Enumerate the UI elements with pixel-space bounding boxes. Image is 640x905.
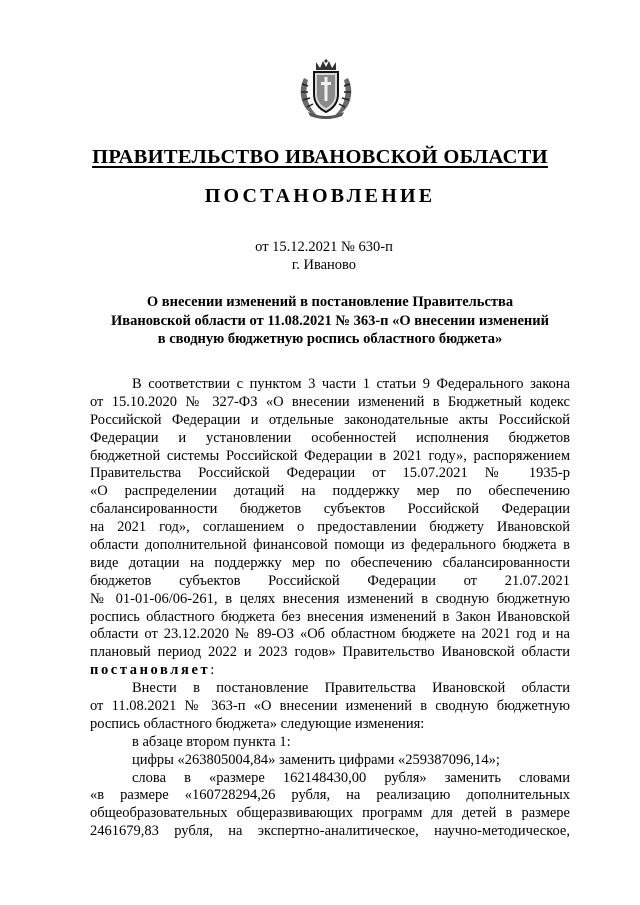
- body-line: на 2021 год», соглашением о предоставлении бюджету Ивановской: [90, 519, 570, 536]
- body-line: плановый период 2022 и 2023 годов» Правительство Ивановской области: [90, 644, 570, 661]
- resolves-word: постановляет: [90, 662, 211, 679]
- resolves-line: [90, 662, 570, 680]
- doc-city: г. Иваново: [291, 257, 357, 273]
- org-title: ПРАВИТЕЛЬСТВО ИВАНОВСКОЙ ОБЛАСТИ: [92, 146, 548, 168]
- doc-subject: [90, 293, 570, 349]
- body-line: области дополнительной финансовой помощи из федерального бюджета в: [90, 537, 570, 554]
- body-line: сбалансированности бюджетов субъектов Российской Федерации: [90, 501, 570, 518]
- body-line: бюджетов субъектов Российской Федерации от 21.07.2021: [90, 572, 570, 589]
- subject-line: Ивановской области от 11.08.2021 № 363-п «О внесении изменений: [111, 312, 549, 329]
- body-line: слова в «размере 162148430,00 рубля» заменить словами: [132, 769, 570, 786]
- doc-meta: [0, 238, 640, 274]
- body-line: «О распределении дотаций на поддержку мер по обеспечению: [90, 483, 570, 500]
- body-line: Правительства Российской Федерации от 15.07.2021 № 1935-р: [90, 465, 570, 482]
- doc-date-number: от 15.12.2021 № 630-п: [255, 239, 393, 255]
- body-line: 2461679,83 рубля, на экспертно-аналитическое, научно-методическое,: [90, 823, 570, 840]
- body-line: бюджетной системы Российской Федерации в 2021 году», распоряжением: [90, 447, 570, 464]
- body-line: № 01-01-06/06-261, в целях внесения изменений в сводную бюджетную: [90, 590, 570, 607]
- body-line: Федерации и установлении особенностей исполнения бюджетов: [90, 429, 570, 446]
- body-line: «в размере «160728294,26 рубля, на реализацию дополнительных: [90, 787, 570, 804]
- body-line: области от 23.12.2020 № 89-ОЗ «Об областном бюджете на 2021 год и на: [90, 626, 570, 643]
- coat-of-arms-icon: [296, 58, 356, 120]
- doc-type-title: ПОСТАНОВЛЕНИЕ: [204, 185, 436, 207]
- body-line: от 11.08.2021 № 363-п «О внесении изменений в сводную бюджетную: [90, 698, 570, 715]
- body-line: общеобразовательных общеразвивающих программ для детей в размере: [90, 805, 570, 822]
- body-line: в абзаце втором пункта 1:: [132, 733, 291, 750]
- body-line: роспись областного бюджета без внесения изменений в Закон Ивановской: [90, 608, 570, 625]
- body-line: Российской Федерации и отдельные законодательные акты Российской: [90, 411, 570, 428]
- resolves-colon: :: [210, 662, 215, 679]
- body-line: роспись областного бюджета» следующие изменения:: [90, 715, 425, 732]
- body-line: цифры «263805004,84» заменить цифрами «259387096,14»;: [132, 751, 500, 768]
- subject-line: в сводную бюджетную роспись областного бюджета»: [157, 331, 503, 347]
- body-line: от 15.10.2020 № 327-ФЗ «О внесении изменений в Бюджетный кодекс: [90, 393, 570, 410]
- body-line: В соответствии с пунктом 3 части 1 статьи 9 Федерального закона: [132, 376, 570, 392]
- doc-body: [90, 376, 570, 841]
- body-line: виде дотации на поддержку мер по обеспечению сбалансированности: [90, 554, 570, 571]
- subject-line: О внесении изменений в постановление Правительства: [146, 294, 514, 310]
- body-line: Внести в постановление Правительства Ивановской области: [132, 680, 570, 697]
